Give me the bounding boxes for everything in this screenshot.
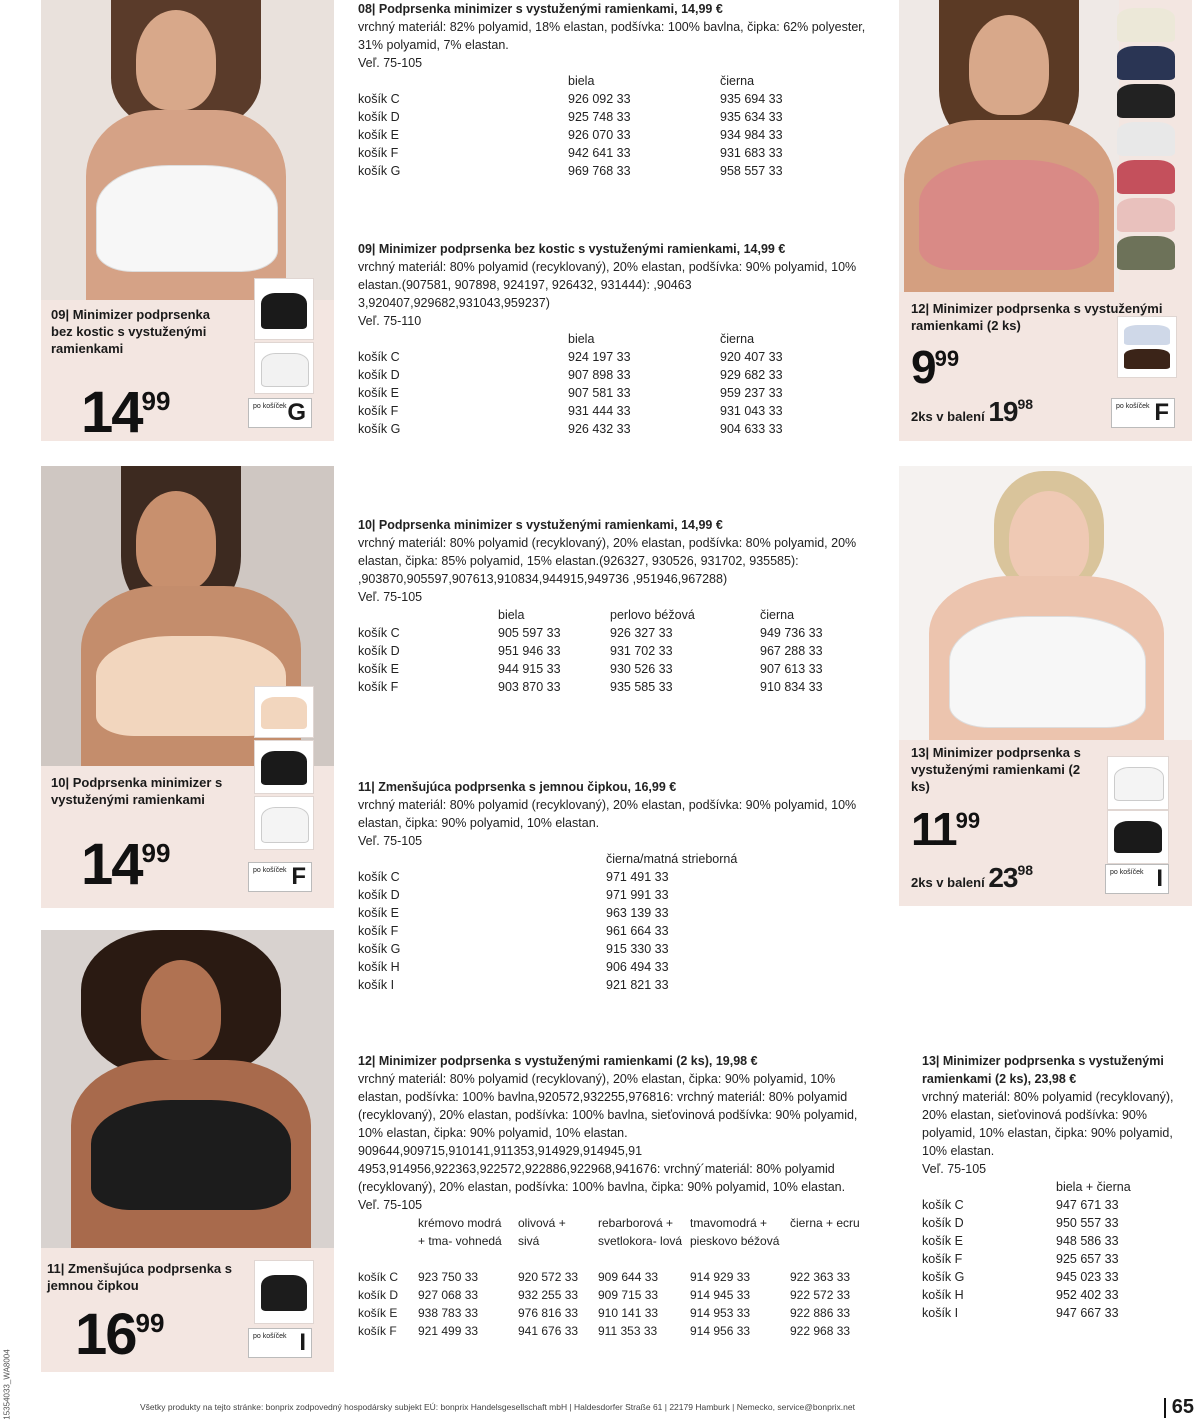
product-title-11: 11| Zmenšujúca podprsenka s jemnou čipkou xyxy=(47,1261,232,1293)
detail-heading-09: 09| Minimizer podprsenka bez kostic s vystuženými ramienkami, 14,99 € xyxy=(358,242,786,256)
table-row: košík C 905 597 33 926 327 33 949 736 33 xyxy=(358,626,823,640)
price-09: 1499 xyxy=(81,380,171,441)
product-title-09: 09| Minimizer podprsenka bez kostic s vystuženými ramienkami xyxy=(51,307,210,356)
price-11: 1699 xyxy=(75,1302,165,1367)
product-title-10: 10| Podprsenka minimizer s vystuženými ramienkami xyxy=(51,775,223,807)
table-row: košík H 906 494 33 xyxy=(358,960,669,974)
thumb-white-bra xyxy=(254,796,314,850)
article-table-08: biela čierna košík C 926 092 33 935 694 33 košík D 925 748 33 935 634 33 košík E 926 070 33 934 984 33 košík F 942 641 33 931 683 33 košík G 969 768 33 958 557 33 xyxy=(358,72,878,180)
article-table-11: čierna/matná strieborná košík C 971 491 33 košík D 971 991 33 košík E 963 139 33 košík F 961 664 33 košík G 915 330 33 košík H 906 494 33 košík I 921 821 33 xyxy=(358,850,878,994)
table-row: košík I 947 667 33 xyxy=(922,1306,1119,1320)
cup-badge-09: po košíček G xyxy=(248,398,312,428)
cup-badge-10: po košíček F xyxy=(248,862,312,892)
product-card-09 xyxy=(41,0,334,441)
article-table-12: krémovo modrá + tma- vohnedá olivová + sivá rebarborová + svetlokora- lová tmavomodrá + pieskovo béžová čierna + ecru košík C 923 750 33 920 572 33 909 644 33 914 929 33 922 363 33 košík D 927 068 33 932 255 33 909 715 33 914 945 33 922 572 33 košík E 938 783 33 976 816 33 910 141 33 914 953 33 922 886 33 košík F 921 499 33 941 676 33 911 353 33 914 956 33 922 968 33 xyxy=(358,1214,880,1340)
product-title-13: 13| Minimizer podprsenka s vystuženými ramienkami (2 ks) xyxy=(911,745,1081,794)
product-card-13 xyxy=(899,466,1192,906)
thumb-black-bra xyxy=(254,278,314,340)
table-row: košík C 924 197 33 920 407 33 xyxy=(358,350,783,364)
detail-material-13: vrchný materiál: 80% polyamid (recyklovaný), 20% elastan, sieťovinová podšívka: 90% polyamid, 10% elastan, čipka: 90% polyamid, 10% elastan. xyxy=(922,1090,1174,1158)
detail-block-08 xyxy=(358,0,878,180)
detail-heading-13: 13| Minimizer podprsenka s vystuženými ramienkami (2 ks), 23,98 € xyxy=(922,1054,1164,1086)
product-card-10 xyxy=(41,466,334,908)
detail-size-10: Veľ. 75-105 xyxy=(358,590,423,604)
table-row: košík E 938 783 33 976 816 33 910 141 33 914 953 33 922 886 33 xyxy=(358,1306,851,1320)
table-row: košík F 961 664 33 xyxy=(358,924,669,938)
detail-material-12: vrchný materiál: 80% polyamid (recyklovaný), 20% elastan, čipka: 90% polyamid, 10% elastan, podšívka: 100% bavlna,920572,932255,976816: vrchný materiál: 80% polyamid (recyklovaný), 20% elastan, podšívka: 100% bavlna, sieťovinová podšívka: 90% polyamid, 10% elastan, čipka: 90% polyamid, 10% elastan. 909644,909715,910141,911353,914929,914945,91 4953,914956,922363,922572,922886,922968,941676: vrchný´materiál: 80% polyamid (recyklovaný), 20% elastan, podšívka: 100% bavlna, čipka: 90% polyamid, 10% elastan. xyxy=(358,1072,858,1194)
table-row: košík F 925 657 33 xyxy=(922,1252,1119,1266)
table-row: košík E 907 581 33 959 237 33 xyxy=(358,386,783,400)
article-table-09: biela čierna košík C 924 197 33 920 407 33 košík D 907 898 33 929 682 33 košík E 907 581 33 959 237 33 košík F 931 444 33 931 043 33 košík G 926 432 33 904 633 33 xyxy=(358,330,878,438)
product-photo-12 xyxy=(899,0,1119,292)
table-row: košík G 969 768 33 958 557 33 xyxy=(358,164,783,178)
table-row: košík E 963 139 33 xyxy=(358,906,669,920)
detail-block-11 xyxy=(358,778,878,994)
thumb-black-bra xyxy=(1107,810,1169,864)
detail-size-08: Veľ. 75-105 xyxy=(358,56,423,70)
detail-material-10: vrchný materiál: 80% polyamid (recyklovaný), 20% elastan, podšívka: 80% polyamid, 20% elastan, čipka: 85% polyamid, 15% elastan.(926327, 930526, 931702, 935585): ,903870,905597,907613,910834,944915,949736 ,951946,967288) xyxy=(358,536,857,586)
product-photo-11 xyxy=(41,930,334,1248)
price-13: 1199 xyxy=(911,803,981,855)
product-photo-09 xyxy=(41,0,334,300)
detail-material-09: vrchný materiál: 80% polyamid (recyklovaný), 20% elastan, podšívka: 90% polyamid, 10% elastan.(907581, 907898, 924197, 926432, 931444): ,90463 3,920407,929682,931043,959237) xyxy=(358,260,857,310)
table-row: košík F 903 870 33 935 585 33 910 834 33 xyxy=(358,680,823,694)
cup-badge-13: po košíček I xyxy=(1105,864,1169,894)
detail-block-13 xyxy=(922,1052,1192,1322)
table-row: košík D 951 946 33 931 702 33 967 288 33 xyxy=(358,644,823,658)
table-row: košík C 926 092 33 935 694 33 xyxy=(358,92,783,106)
table-row: košík C 971 491 33 xyxy=(358,870,669,884)
product-card-12 xyxy=(899,0,1192,441)
detail-block-12 xyxy=(358,1052,880,1340)
table-row: košík I 921 821 33 xyxy=(358,978,669,992)
thumb-black-bra xyxy=(254,740,314,794)
table-row: košík F 942 641 33 931 683 33 xyxy=(358,146,783,160)
product-title-12: 12| Minimizer podprsenka s vystuženými ramienkami (2 ks) xyxy=(911,301,1163,333)
detail-size-12: Veľ. 75-105 xyxy=(358,1198,423,1212)
table-row: košík D 927 068 33 932 255 33 909 715 33 914 945 33 922 572 33 xyxy=(358,1288,851,1302)
article-table-10: biela perlovo béžová čierna košík C 905 597 33 926 327 33 949 736 33 košík D 951 946 33 931 702 33 967 288 33 košík E 944 915 33 930 526 33 907 613 33 košík F 903 870 33 935 585 33 910 834 33 xyxy=(358,606,878,696)
table-row: košík E 926 070 33 934 984 33 xyxy=(358,128,783,142)
table-row: košík F 921 499 33 941 676 33 911 353 33 914 956 33 922 968 33 xyxy=(358,1324,851,1338)
footer-legal-text: Všetky produkty na tejto stránke: bonprix zodpovedný hospodársky subjekt EÚ: bonprix Handelsgesellschaft mbH | Haldesdorfer Straße 61 | 22179 Hamburk | Nemecko, service@bonprix.net xyxy=(140,1402,855,1412)
table-row: košík F 931 444 33 931 043 33 xyxy=(358,404,783,418)
detail-block-10 xyxy=(358,516,878,696)
pack-price-13: 2ks v balení 2398 xyxy=(911,862,1034,893)
cup-badge-11: po košíček I xyxy=(248,1328,312,1358)
price-12: 999 xyxy=(911,341,960,393)
product-card-11 xyxy=(41,930,334,1372)
detail-material-11: vrchný materiál: 80% polyamid (recyklovaný), 20% elastan, podšívka: 90% polyamid, 10% elastan, čipka: 90% polyamid, 10% elastan. xyxy=(358,798,857,830)
table-row: košík G 915 330 33 xyxy=(358,942,669,956)
side-catalog-code: 15354033_WA8004 xyxy=(2,1349,12,1420)
table-row: košík G 926 432 33 904 633 33 xyxy=(358,422,783,436)
table-row: košík D 907 898 33 929 682 33 xyxy=(358,368,783,382)
table-row: košík C 923 750 33 920 572 33 909 644 33 914 929 33 922 363 33 xyxy=(358,1270,851,1284)
thumb-white-bra xyxy=(254,342,314,394)
thumb-white-bra xyxy=(1107,756,1169,810)
detail-size-09: Veľ. 75-110 xyxy=(358,314,422,328)
table-row: košík D 971 991 33 xyxy=(358,888,669,902)
detail-material-08: vrchný materiál: 82% polyamid, 18% elastan, podšívka: 100% bavlna, čipka: 62% polyester, 31% polyamid, 7% elastan. xyxy=(358,20,866,52)
detail-heading-12: 12| Minimizer podprsenka s vystuženými ramienkami (2 ks), 19,98 € xyxy=(358,1054,758,1068)
table-row: košík G 945 023 33 xyxy=(922,1270,1119,1284)
page-number: 65 xyxy=(1171,1396,1194,1418)
detail-size-13: Veľ. 75-105 xyxy=(922,1162,987,1176)
detail-heading-11: 11| Zmenšujúca podprsenka s jemnou čipkou, 16,99 € xyxy=(358,780,677,794)
product-photo-13 xyxy=(899,466,1192,740)
table-row: košík D 925 748 33 935 634 33 xyxy=(358,110,783,124)
article-table-13: biela + čierna košík C 947 671 33 košík D 950 557 33 košík E 948 586 33 košík F 925 657 33 košík G 945 023 33 košík H 952 402 33 košík I 947 667 33 xyxy=(922,1178,1192,1322)
table-row: košík D 950 557 33 xyxy=(922,1216,1119,1230)
table-row: košík C 947 671 33 xyxy=(922,1198,1119,1212)
table-row: košík H 952 402 33 xyxy=(922,1288,1119,1302)
cup-badge-12: po košíček F xyxy=(1111,398,1175,428)
thumb-beige-bra xyxy=(254,686,314,738)
thumb-black-lace-bra xyxy=(254,1260,314,1324)
color-swatch-strip xyxy=(1117,8,1175,290)
table-row: košík E 944 915 33 930 526 33 907 613 33 xyxy=(358,662,823,676)
pack-price-12: 2ks v balení 1998 xyxy=(911,396,1034,427)
detail-size-11: Veľ. 75-105 xyxy=(358,834,423,848)
table-row: košík E 948 586 33 xyxy=(922,1234,1119,1248)
detail-heading-10: 10| Podprsenka minimizer s vystuženými ramienkami, 14,99 € xyxy=(358,518,723,532)
detail-heading-08: 08| Podprsenka minimizer s vystuženými ramienkami, 14,99 € xyxy=(358,2,723,16)
detail-block-09 xyxy=(358,240,878,438)
price-10: 1499 xyxy=(81,832,171,897)
